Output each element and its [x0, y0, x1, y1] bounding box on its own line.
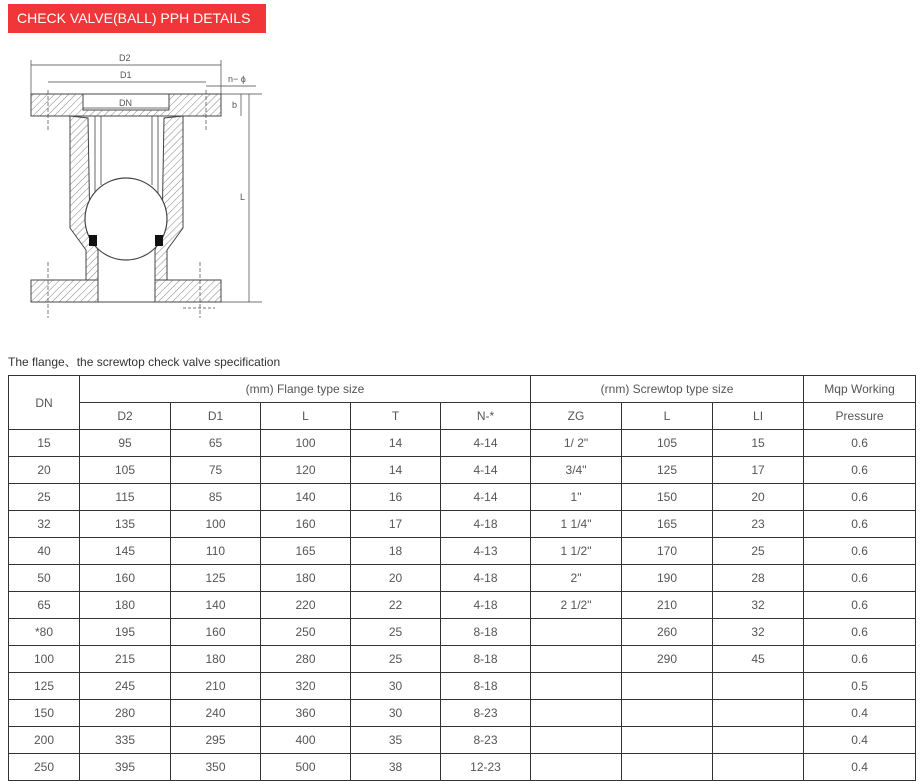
- cell-dn: 32: [9, 511, 80, 538]
- cell-t: 14: [351, 457, 441, 484]
- cell-pressure: 0.6: [804, 538, 916, 565]
- cell-n: 4-14: [441, 484, 531, 511]
- cell-screw-l: 260: [622, 619, 713, 646]
- cell-li: 45: [713, 646, 804, 673]
- cell-zg: [531, 754, 622, 781]
- cell-n: 4-14: [441, 430, 531, 457]
- cell-dn: 15: [9, 430, 80, 457]
- cell-d1: 75: [171, 457, 261, 484]
- cell-d2: 95: [80, 430, 171, 457]
- cell-d1: 100: [171, 511, 261, 538]
- cell-dn: *80: [9, 619, 80, 646]
- table-row: [9, 727, 916, 754]
- seal-right: [155, 235, 163, 246]
- cell-dn: 20: [9, 457, 80, 484]
- cell-l: 120: [261, 457, 351, 484]
- cell-l: 360: [261, 700, 351, 727]
- cell-d2: 105: [80, 457, 171, 484]
- dim-l-label: L: [240, 192, 246, 202]
- table-row: [9, 754, 916, 781]
- cell-screw-l: 105: [622, 430, 713, 457]
- cell-pressure: 0.6: [804, 565, 916, 592]
- cell-d2: 145: [80, 538, 171, 565]
- cell-d1: 125: [171, 565, 261, 592]
- cell-t: 30: [351, 673, 441, 700]
- cell-pressure: 0.6: [804, 646, 916, 673]
- cell-li: [713, 673, 804, 700]
- cell-n: 4-14: [441, 457, 531, 484]
- cell-l: 250: [261, 619, 351, 646]
- cell-d2: 160: [80, 565, 171, 592]
- table-subheader-row: [9, 403, 916, 430]
- cell-zg: [531, 619, 622, 646]
- cell-screw-l: 170: [622, 538, 713, 565]
- cell-l: 400: [261, 727, 351, 754]
- table-row: [9, 646, 916, 673]
- dim-d1-label: D1: [120, 70, 132, 80]
- header-pressure-line2: Pressure: [804, 403, 916, 430]
- ball: [85, 178, 167, 260]
- cell-d2: 280: [80, 700, 171, 727]
- table-row: [9, 700, 916, 727]
- cell-d1: 210: [171, 673, 261, 700]
- table-row: [9, 619, 916, 646]
- table-row: [9, 673, 916, 700]
- cell-t: 30: [351, 700, 441, 727]
- cell-zg: 2 1/2": [531, 592, 622, 619]
- dim-n-phi-label: n− ϕ: [228, 74, 246, 84]
- cell-d2: 195: [80, 619, 171, 646]
- cell-t: 25: [351, 619, 441, 646]
- cell-pressure: 0.5: [804, 673, 916, 700]
- cell-n: 8-18: [441, 646, 531, 673]
- cell-pressure: 0.6: [804, 592, 916, 619]
- cell-d2: 180: [80, 592, 171, 619]
- cell-n: 4-18: [441, 511, 531, 538]
- cell-pressure: 0.4: [804, 727, 916, 754]
- cell-t: 35: [351, 727, 441, 754]
- table-row: [9, 511, 916, 538]
- table-row: [9, 592, 916, 619]
- cell-n: 8-23: [441, 700, 531, 727]
- cell-screw-l: [622, 754, 713, 781]
- cell-dn: 125: [9, 673, 80, 700]
- cell-t: 16: [351, 484, 441, 511]
- cell-t: 22: [351, 592, 441, 619]
- cell-screw-l: 125: [622, 457, 713, 484]
- cell-dn: 200: [9, 727, 80, 754]
- header-dn: DN: [9, 376, 80, 430]
- subheader-d2: D2: [80, 403, 171, 430]
- dim-dn-label: DN: [119, 98, 132, 108]
- subheader-li: LI: [713, 403, 804, 430]
- cell-n: 4-13: [441, 538, 531, 565]
- cell-dn: 100: [9, 646, 80, 673]
- cell-li: 32: [713, 592, 804, 619]
- cell-li: 20: [713, 484, 804, 511]
- cell-screw-l: 190: [622, 565, 713, 592]
- cell-pressure: 0.6: [804, 484, 916, 511]
- cell-d2: 135: [80, 511, 171, 538]
- dim-d2-label: D2: [119, 53, 131, 63]
- header-screwtop-group: (rnm) Screwtop type size: [531, 376, 804, 403]
- cell-t: 38: [351, 754, 441, 781]
- cell-d1: 110: [171, 538, 261, 565]
- cell-d2: 335: [80, 727, 171, 754]
- subheader-d1: D1: [171, 403, 261, 430]
- table-row: [9, 457, 916, 484]
- page-title-banner: CHECK VALVE(BALL) PPH DETAILS: [8, 4, 266, 33]
- cell-screw-l: 210: [622, 592, 713, 619]
- cell-l: 320: [261, 673, 351, 700]
- cell-d1: 240: [171, 700, 261, 727]
- cell-zg: [531, 727, 622, 754]
- cell-li: 28: [713, 565, 804, 592]
- cell-zg: [531, 646, 622, 673]
- cell-li: 23: [713, 511, 804, 538]
- seal-left: [89, 235, 97, 246]
- cell-dn: 25: [9, 484, 80, 511]
- cell-li: [713, 754, 804, 781]
- cell-li: 32: [713, 619, 804, 646]
- cell-n: 8-18: [441, 673, 531, 700]
- cell-d1: 180: [171, 646, 261, 673]
- cell-dn: 150: [9, 700, 80, 727]
- cell-zg: 1 1/4": [531, 511, 622, 538]
- cell-l: 180: [261, 565, 351, 592]
- cell-l: 280: [261, 646, 351, 673]
- cell-zg: 1 1/2": [531, 538, 622, 565]
- cell-t: 25: [351, 646, 441, 673]
- cell-pressure: 0.4: [804, 700, 916, 727]
- cell-n: 8-23: [441, 727, 531, 754]
- cell-d2: 395: [80, 754, 171, 781]
- cell-d2: 245: [80, 673, 171, 700]
- cell-zg: [531, 673, 622, 700]
- cell-t: 17: [351, 511, 441, 538]
- cell-n: 4-18: [441, 565, 531, 592]
- subheader-screw-l: L: [622, 403, 713, 430]
- header-flange-group: (mm) Flange type size: [80, 376, 531, 403]
- cell-n: 8-18: [441, 619, 531, 646]
- cell-screw-l: 165: [622, 511, 713, 538]
- cell-t: 18: [351, 538, 441, 565]
- cell-li: 17: [713, 457, 804, 484]
- cell-d1: 140: [171, 592, 261, 619]
- cell-zg: 1": [531, 484, 622, 511]
- cell-screw-l: [622, 727, 713, 754]
- cell-l: 100: [261, 430, 351, 457]
- cell-n: 4-18: [441, 592, 531, 619]
- table-row: [9, 484, 916, 511]
- cell-zg: 1/ 2": [531, 430, 622, 457]
- cell-d1: 65: [171, 430, 261, 457]
- cell-d1: 350: [171, 754, 261, 781]
- cell-screw-l: 290: [622, 646, 713, 673]
- cell-dn: 50: [9, 565, 80, 592]
- cell-pressure: 0.4: [804, 754, 916, 781]
- cell-t: 14: [351, 430, 441, 457]
- cell-dn: 65: [9, 592, 80, 619]
- cell-pressure: 0.6: [804, 511, 916, 538]
- cell-n: 12-23: [441, 754, 531, 781]
- subheader-n: N-*: [441, 403, 531, 430]
- table-row: [9, 430, 916, 457]
- dim-b-label: b: [232, 100, 238, 110]
- table-row: [9, 565, 916, 592]
- bottom-flange: [31, 280, 98, 302]
- cell-l: 165: [261, 538, 351, 565]
- cell-d1: 160: [171, 619, 261, 646]
- header-pressure-line1: Mqp Working: [804, 376, 916, 403]
- table-header-row: [9, 376, 916, 403]
- cell-l: 160: [261, 511, 351, 538]
- cell-d2: 215: [80, 646, 171, 673]
- cell-l: 500: [261, 754, 351, 781]
- cell-li: [713, 700, 804, 727]
- cell-li: 25: [713, 538, 804, 565]
- cell-screw-l: [622, 673, 713, 700]
- subheader-zg: ZG: [531, 403, 622, 430]
- cell-zg: [531, 700, 622, 727]
- cell-li: 15: [713, 430, 804, 457]
- cell-zg: 2": [531, 565, 622, 592]
- table-caption: The flange、the screwtop check valve specification: [8, 355, 281, 369]
- cell-l: 140: [261, 484, 351, 511]
- cell-t: 20: [351, 565, 441, 592]
- specification-table: [8, 375, 916, 781]
- cell-screw-l: [622, 700, 713, 727]
- subheader-t: T: [351, 403, 441, 430]
- cell-l: 220: [261, 592, 351, 619]
- cell-zg: 3/4": [531, 457, 622, 484]
- cell-d2: 115: [80, 484, 171, 511]
- cell-pressure: 0.6: [804, 619, 916, 646]
- subheader-l: L: [261, 403, 351, 430]
- cell-li: [713, 727, 804, 754]
- cell-pressure: 0.6: [804, 430, 916, 457]
- cell-dn: 250: [9, 754, 80, 781]
- cell-d1: 85: [171, 484, 261, 511]
- cell-pressure: 0.6: [804, 457, 916, 484]
- valve-technical-drawing: [0, 44, 280, 324]
- cell-screw-l: 150: [622, 484, 713, 511]
- table-row: [9, 538, 916, 565]
- cell-dn: 40: [9, 538, 80, 565]
- cell-d1: 295: [171, 727, 261, 754]
